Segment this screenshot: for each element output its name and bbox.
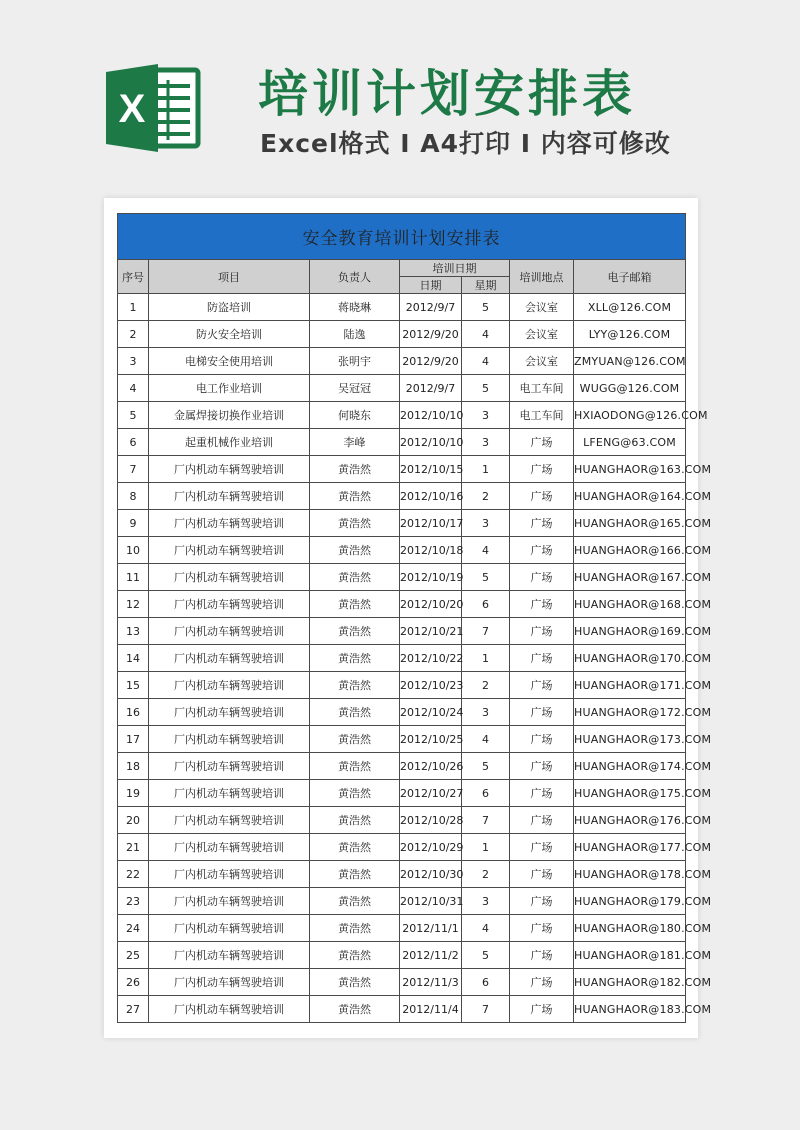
cell-index: 10 [118, 537, 149, 564]
cell-weekday: 3 [462, 888, 510, 915]
cell-date: 2012/10/23 [400, 672, 462, 699]
cell-date: 2012/10/24 [400, 699, 462, 726]
cell-email: HUANGHAOR@178.COM [574, 861, 686, 888]
cell-index: 14 [118, 645, 149, 672]
cell-email: LFENG@63.COM [574, 429, 686, 456]
header-date: 日期 [400, 277, 462, 294]
cell-date: 2012/9/7 [400, 294, 462, 321]
cell-email: LYY@126.COM [574, 321, 686, 348]
cell-index: 1 [118, 294, 149, 321]
cell-date: 2012/10/20 [400, 591, 462, 618]
cell-weekday: 4 [462, 537, 510, 564]
cell-location: 广场 [510, 672, 574, 699]
cell-index: 21 [118, 834, 149, 861]
cell-location: 广场 [510, 888, 574, 915]
cell-location: 广场 [510, 726, 574, 753]
cell-date: 2012/10/30 [400, 861, 462, 888]
cell-email: HUANGHAOR@182.COM [574, 969, 686, 996]
table-row [118, 564, 686, 591]
cell-project: 防火安全培训 [149, 321, 310, 348]
cell-project: 防盗培训 [149, 294, 310, 321]
cell-email: HUANGHAOR@177.COM [574, 834, 686, 861]
table-row [118, 402, 686, 429]
cell-project: 厂内机动车辆驾驶培训 [149, 915, 310, 942]
cell-owner: 黄浩然 [310, 969, 400, 996]
excel-logo-icon [106, 62, 202, 154]
cell-location: 广场 [510, 537, 574, 564]
cell-location: 广场 [510, 753, 574, 780]
cell-index: 22 [118, 861, 149, 888]
page-subtitle: Excel格式 Ⅰ A4打印 Ⅰ 内容可修改 [260, 129, 671, 158]
table-row [118, 969, 686, 996]
cell-index: 27 [118, 996, 149, 1023]
cell-index: 12 [118, 591, 149, 618]
cell-weekday: 6 [462, 591, 510, 618]
cell-email: WUGG@126.COM [574, 375, 686, 402]
cell-index: 8 [118, 483, 149, 510]
logo-letter: X [118, 87, 146, 131]
cell-project: 厂内机动车辆驾驶培训 [149, 996, 310, 1023]
cell-location: 广场 [510, 861, 574, 888]
cell-weekday: 7 [462, 996, 510, 1023]
cell-owner: 何晓东 [310, 402, 400, 429]
cell-project: 厂内机动车辆驾驶培训 [149, 861, 310, 888]
cell-index: 26 [118, 969, 149, 996]
cell-location: 广场 [510, 699, 574, 726]
table-body [118, 294, 712, 1023]
table-row [118, 375, 686, 402]
cell-location: 电工车间 [510, 375, 574, 402]
cell-owner: 黄浩然 [310, 564, 400, 591]
header-owner: 负责人 [310, 260, 400, 294]
cell-owner: 黄浩然 [310, 861, 400, 888]
cell-weekday: 4 [462, 321, 510, 348]
cell-date: 2012/11/2 [400, 942, 462, 969]
cell-date: 2012/11/4 [400, 996, 462, 1023]
cell-weekday: 1 [462, 645, 510, 672]
cell-owner: 黄浩然 [310, 915, 400, 942]
cell-owner: 黄浩然 [310, 618, 400, 645]
cell-index: 6 [118, 429, 149, 456]
cell-project: 厂内机动车辆驾驶培训 [149, 483, 310, 510]
cell-project: 厂内机动车辆驾驶培训 [149, 942, 310, 969]
table-row [118, 780, 686, 807]
header-project: 项目 [149, 260, 310, 294]
cell-weekday: 3 [462, 402, 510, 429]
cell-project: 厂内机动车辆驾驶培训 [149, 699, 310, 726]
cell-project: 厂内机动车辆驾驶培训 [149, 780, 310, 807]
cell-location: 广场 [510, 834, 574, 861]
page-title: 培训计划安排表 [258, 65, 636, 123]
cell-project: 厂内机动车辆驾驶培训 [149, 591, 310, 618]
cell-owner: 黄浩然 [310, 996, 400, 1023]
cell-location: 广场 [510, 483, 574, 510]
cell-date: 2012/9/7 [400, 375, 462, 402]
cell-location: 广场 [510, 996, 574, 1023]
cell-email: HUANGHAOR@169.COM [574, 618, 686, 645]
cell-weekday: 1 [462, 456, 510, 483]
cell-email: HUANGHAOR@171.COM [574, 672, 686, 699]
cell-email: ZMYUAN@126.COM [574, 348, 686, 375]
cell-index: 15 [118, 672, 149, 699]
cell-location: 广场 [510, 780, 574, 807]
cell-date: 2012/11/1 [400, 915, 462, 942]
cell-project: 厂内机动车辆驾驶培训 [149, 510, 310, 537]
header-training-date: 培训日期 [400, 260, 510, 277]
cell-index: 25 [118, 942, 149, 969]
cell-location: 电工车间 [510, 402, 574, 429]
cell-date: 2012/10/16 [400, 483, 462, 510]
cell-email: HUANGHAOR@164.COM [574, 483, 686, 510]
table-row [118, 429, 686, 456]
cell-project: 厂内机动车辆驾驶培训 [149, 726, 310, 753]
cell-weekday: 3 [462, 429, 510, 456]
cell-location: 广场 [510, 564, 574, 591]
cell-index: 18 [118, 753, 149, 780]
cell-owner: 黄浩然 [310, 645, 400, 672]
cell-owner: 黄浩然 [310, 510, 400, 537]
table-row [118, 888, 686, 915]
training-schedule-table [117, 213, 712, 1023]
cell-email: HXIAODONG@126.COM [574, 402, 686, 429]
cell-email: HUANGHAOR@176.COM [574, 807, 686, 834]
cell-email: HUANGHAOR@168.COM [574, 591, 686, 618]
cell-date: 2012/10/22 [400, 645, 462, 672]
cell-location: 广场 [510, 915, 574, 942]
cell-owner: 黄浩然 [310, 591, 400, 618]
cell-owner: 黄浩然 [310, 888, 400, 915]
cell-project: 厂内机动车辆驾驶培训 [149, 537, 310, 564]
header-location: 培训地点 [510, 260, 574, 294]
cell-index: 2 [118, 321, 149, 348]
cell-weekday: 1 [462, 834, 510, 861]
cell-weekday: 5 [462, 753, 510, 780]
cell-location: 广场 [510, 456, 574, 483]
cell-index: 16 [118, 699, 149, 726]
cell-owner: 黄浩然 [310, 537, 400, 564]
cell-date: 2012/10/26 [400, 753, 462, 780]
cell-weekday: 2 [462, 483, 510, 510]
table-row [118, 807, 686, 834]
cell-email: HUANGHAOR@179.COM [574, 888, 686, 915]
cell-index: 4 [118, 375, 149, 402]
cell-date: 2012/10/31 [400, 888, 462, 915]
cell-owner: 黄浩然 [310, 780, 400, 807]
cell-location: 广场 [510, 645, 574, 672]
cell-weekday: 2 [462, 672, 510, 699]
cell-index: 24 [118, 915, 149, 942]
cell-date: 2012/10/27 [400, 780, 462, 807]
header-weekday: 星期 [462, 277, 510, 294]
cell-date: 2012/11/3 [400, 969, 462, 996]
header-email: 电子邮箱 [574, 260, 686, 294]
cell-project: 厂内机动车辆驾驶培训 [149, 969, 310, 996]
cell-date: 2012/10/10 [400, 402, 462, 429]
cell-owner: 黄浩然 [310, 483, 400, 510]
cell-project: 厂内机动车辆驾驶培训 [149, 753, 310, 780]
cell-location: 广场 [510, 510, 574, 537]
cell-email: HUANGHAOR@173.COM [574, 726, 686, 753]
cell-location: 广场 [510, 807, 574, 834]
cell-owner: 黄浩然 [310, 672, 400, 699]
cell-date: 2012/10/19 [400, 564, 462, 591]
cell-email: HUANGHAOR@180.COM [574, 915, 686, 942]
cell-index: 19 [118, 780, 149, 807]
cell-index: 20 [118, 807, 149, 834]
cell-email: HUANGHAOR@183.COM [574, 996, 686, 1023]
cell-project: 厂内机动车辆驾驶培训 [149, 888, 310, 915]
cell-owner: 黄浩然 [310, 942, 400, 969]
cell-project: 金属焊接切换作业培训 [149, 402, 310, 429]
cell-project: 厂内机动车辆驾驶培训 [149, 807, 310, 834]
cell-owner: 陆逸 [310, 321, 400, 348]
cell-weekday: 2 [462, 861, 510, 888]
cell-email: HUANGHAOR@175.COM [574, 780, 686, 807]
cell-email: HUANGHAOR@167.COM [574, 564, 686, 591]
cell-weekday: 5 [462, 294, 510, 321]
cell-project: 厂内机动车辆驾驶培训 [149, 834, 310, 861]
cell-weekday: 4 [462, 726, 510, 753]
table-row [118, 321, 686, 348]
cell-weekday: 4 [462, 348, 510, 375]
table-row [118, 726, 686, 753]
cell-index: 17 [118, 726, 149, 753]
table-row [118, 942, 686, 969]
cell-owner: 黄浩然 [310, 726, 400, 753]
cell-weekday: 5 [462, 375, 510, 402]
cell-email: HUANGHAOR@166.COM [574, 537, 686, 564]
table-row [118, 753, 686, 780]
cell-email: HUANGHAOR@174.COM [574, 753, 686, 780]
cell-location: 广场 [510, 618, 574, 645]
cell-project: 厂内机动车辆驾驶培训 [149, 456, 310, 483]
table-row [118, 510, 686, 537]
cell-date: 2012/10/10 [400, 429, 462, 456]
cell-owner: 黄浩然 [310, 807, 400, 834]
cell-location: 会议室 [510, 294, 574, 321]
cell-date: 2012/10/25 [400, 726, 462, 753]
cell-index: 5 [118, 402, 149, 429]
cell-weekday: 3 [462, 510, 510, 537]
cell-email: HUANGHAOR@172.COM [574, 699, 686, 726]
cell-location: 广场 [510, 591, 574, 618]
table-row [118, 834, 686, 861]
table-row [118, 618, 686, 645]
cell-project: 电工作业培训 [149, 375, 310, 402]
cell-index: 13 [118, 618, 149, 645]
cell-project: 厂内机动车辆驾驶培训 [149, 672, 310, 699]
cell-owner: 黄浩然 [310, 456, 400, 483]
cell-index: 9 [118, 510, 149, 537]
cell-email: HUANGHAOR@165.COM [574, 510, 686, 537]
cell-project: 起重机械作业培训 [149, 429, 310, 456]
cell-owner: 黄浩然 [310, 753, 400, 780]
cell-weekday: 3 [462, 699, 510, 726]
cell-location: 广场 [510, 969, 574, 996]
table-row [118, 699, 686, 726]
cell-date: 2012/10/17 [400, 510, 462, 537]
cell-project: 厂内机动车辆驾驶培训 [149, 564, 310, 591]
sheet-paper [104, 198, 712, 1038]
header-index: 序号 [118, 260, 149, 294]
cell-owner: 李峰 [310, 429, 400, 456]
cell-weekday: 7 [462, 618, 510, 645]
cell-owner: 张明宇 [310, 348, 400, 375]
cell-date: 2012/10/15 [400, 456, 462, 483]
cell-location: 广场 [510, 429, 574, 456]
cell-date: 2012/10/21 [400, 618, 462, 645]
cell-date: 2012/9/20 [400, 321, 462, 348]
cell-weekday: 5 [462, 942, 510, 969]
table-row [118, 915, 686, 942]
cell-date: 2012/10/29 [400, 834, 462, 861]
table-row [118, 996, 686, 1023]
cell-owner: 蒋晓琳 [310, 294, 400, 321]
cell-email: HUANGHAOR@170.COM [574, 645, 686, 672]
cell-location: 会议室 [510, 321, 574, 348]
cell-index: 7 [118, 456, 149, 483]
cell-project: 厂内机动车辆驾驶培训 [149, 645, 310, 672]
table-row [118, 348, 686, 375]
cell-weekday: 6 [462, 780, 510, 807]
table-row [118, 672, 686, 699]
cell-location: 会议室 [510, 348, 574, 375]
cell-weekday: 7 [462, 807, 510, 834]
table-row [118, 294, 686, 321]
table-row [118, 456, 686, 483]
cell-project: 电梯安全使用培训 [149, 348, 310, 375]
cell-index: 3 [118, 348, 149, 375]
cell-email: HUANGHAOR@181.COM [574, 942, 686, 969]
cell-email: XLL@126.COM [574, 294, 686, 321]
cell-weekday: 5 [462, 564, 510, 591]
cell-owner: 黄浩然 [310, 834, 400, 861]
cell-index: 23 [118, 888, 149, 915]
cell-date: 2012/10/18 [400, 537, 462, 564]
cell-date: 2012/10/28 [400, 807, 462, 834]
cell-weekday: 4 [462, 915, 510, 942]
cell-location: 广场 [510, 942, 574, 969]
cell-index: 11 [118, 564, 149, 591]
table-row [118, 645, 686, 672]
table-row [118, 483, 686, 510]
cell-date: 2012/9/20 [400, 348, 462, 375]
cell-owner: 黄浩然 [310, 699, 400, 726]
cell-project: 厂内机动车辆驾驶培训 [149, 618, 310, 645]
table-row [118, 537, 686, 564]
table-row [118, 861, 686, 888]
cell-weekday: 6 [462, 969, 510, 996]
sheet-title: 安全教育培训计划安排表 [118, 214, 686, 260]
page-header [0, 0, 800, 200]
cell-owner: 吴冠冠 [310, 375, 400, 402]
cell-email: HUANGHAOR@163.COM [574, 456, 686, 483]
table-row [118, 591, 686, 618]
